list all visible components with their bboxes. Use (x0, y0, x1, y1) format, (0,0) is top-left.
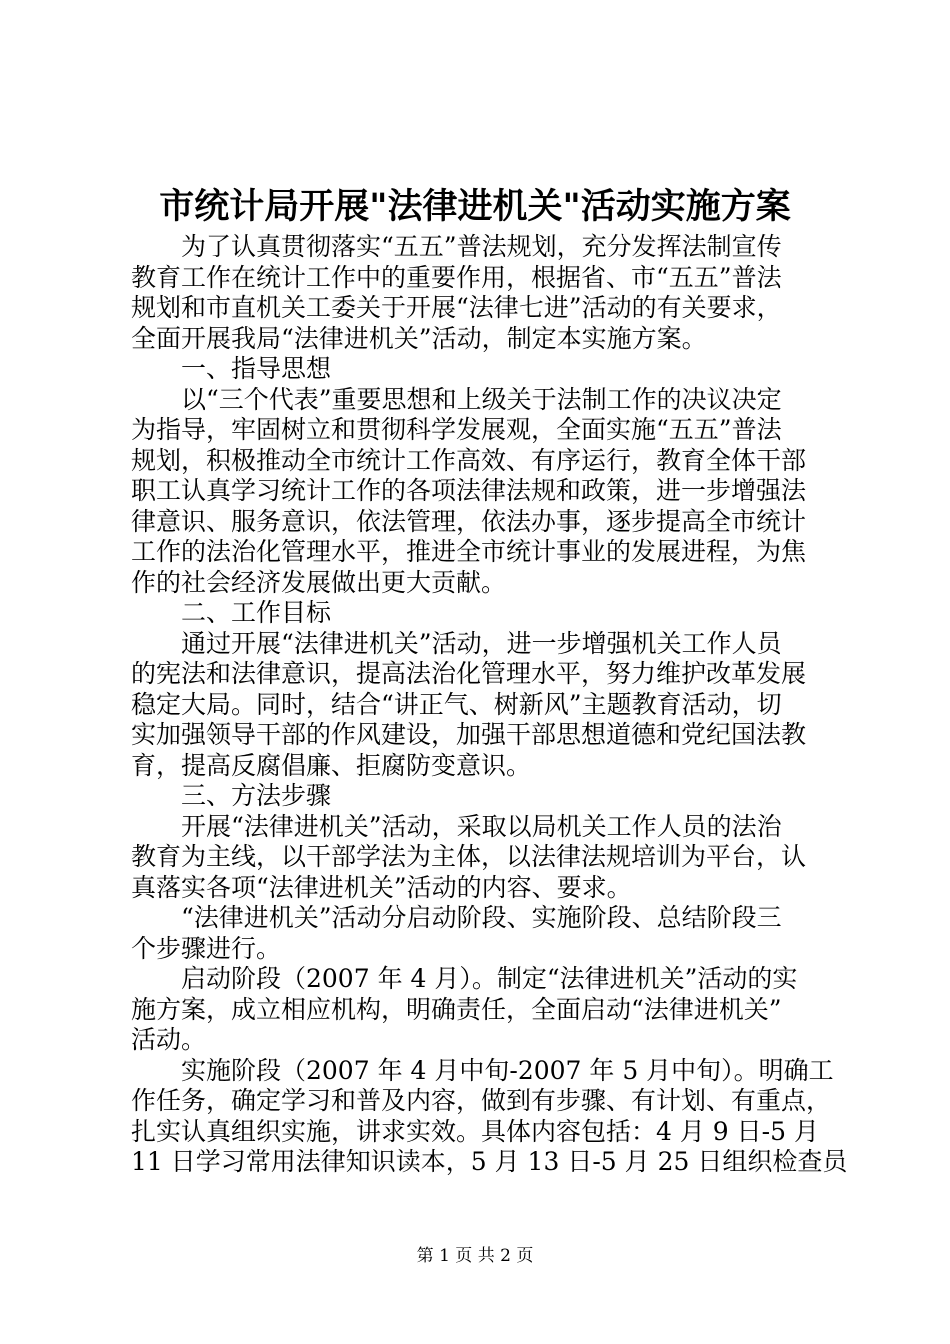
body-line: 实加强领导干部的作风建设，加强干部思想道德和党纪国法教 (131, 720, 807, 749)
body-line: 通过开展“法律进机关”活动，进一步增强机关工作人员 (131, 628, 782, 658)
section-heading: 三、方法步骤 (131, 781, 332, 810)
body-line: 全面开展我局“法律进机关”活动，制定本实施方案。 (131, 323, 707, 353)
body-line: 规划，积极推动全市统计工作高效、有序运行，教育全体干部 (131, 445, 807, 475)
document-title: 市统计局开展"法律进机关"活动实施方案 (159, 187, 791, 227)
body-line: 启动阶段（2007 年 4 月）。制定“法律进机关”活动的实 (131, 964, 798, 993)
body-line: 教育为主线，以干部学法为主体，以法律法规培训为平台，认 (131, 842, 807, 871)
body-line: 个步骤进行。 (131, 933, 282, 963)
body-line: 真落实各项“法律进机关”活动的内容、要求。 (131, 872, 632, 902)
body-line: 的宪法和法律意识，提高法治化管理水平，努力维护改革发展 (131, 659, 807, 688)
body-line: 教育工作在统计工作中的重要作用，根据省、市“五五”普法 (131, 262, 782, 292)
body-line: “法律进机关”活动分启动阶段、实施阶段、总结阶段三 (131, 903, 782, 932)
body-line: 活动。 (131, 1025, 207, 1054)
body-line: 为了认真贯彻落实“五五”普法规划，充分发挥法制宣传 (131, 232, 782, 261)
body-line: 作的社会经济发展做出更大贡献。 (131, 567, 507, 597)
section-heading: 一、指导思想 (131, 354, 332, 383)
body-line: 扎实认真组织实施，讲求实效。具体内容包括：4 月 9 日-5 月 (131, 1116, 819, 1146)
page-number: 第 1 页 共 2 页 (416, 1246, 534, 1266)
body-line: 稳定大局。同时，结合“讲正气、树新风”主题教育活动，切 (131, 689, 782, 719)
body-line: 实施阶段（2007 年 4 月中旬-2007 年 5 月中旬）。明确工 (131, 1055, 834, 1085)
body-line: 职工认真学习统计工作的各项法律法规和政策，进一步增强法 (131, 476, 807, 505)
body-line: 育，提高反腐倡廉、拒腐防变意识。 (131, 750, 532, 780)
body-line: 律意识、服务意识，依法管理，依法办事，逐步提高全市统计 (131, 506, 807, 536)
section-heading: 二、工作目标 (131, 598, 332, 627)
body-line: 11 日学习常用法律知识读本，5 月 13 日-5 月 25 日组织检查员 (131, 1147, 848, 1176)
body-line: 工作的法治化管理水平，推进全市统计事业的发展进程，为焦 (131, 537, 807, 566)
body-line: 以“三个代表”重要思想和上级关于法制工作的决议决定 (131, 384, 782, 414)
document-body (131, 232, 848, 1178)
body-line: 为指导，牢固树立和贯彻科学发展观，全面实施“五五”普法 (131, 415, 782, 444)
body-line: 作任务，确定学习和普及内容，做到有步骤、有计划、有重点， (131, 1086, 832, 1115)
body-line: 施方案，成立相应机构，明确责任，全面启动“法律进机关” (131, 994, 782, 1024)
body-line: 开展“法律进机关”活动，采取以局机关工作人员的法治 (131, 811, 782, 841)
body-line: 规划和市直机关工委关于开展“法律七进”活动的有关要求， (131, 293, 782, 322)
